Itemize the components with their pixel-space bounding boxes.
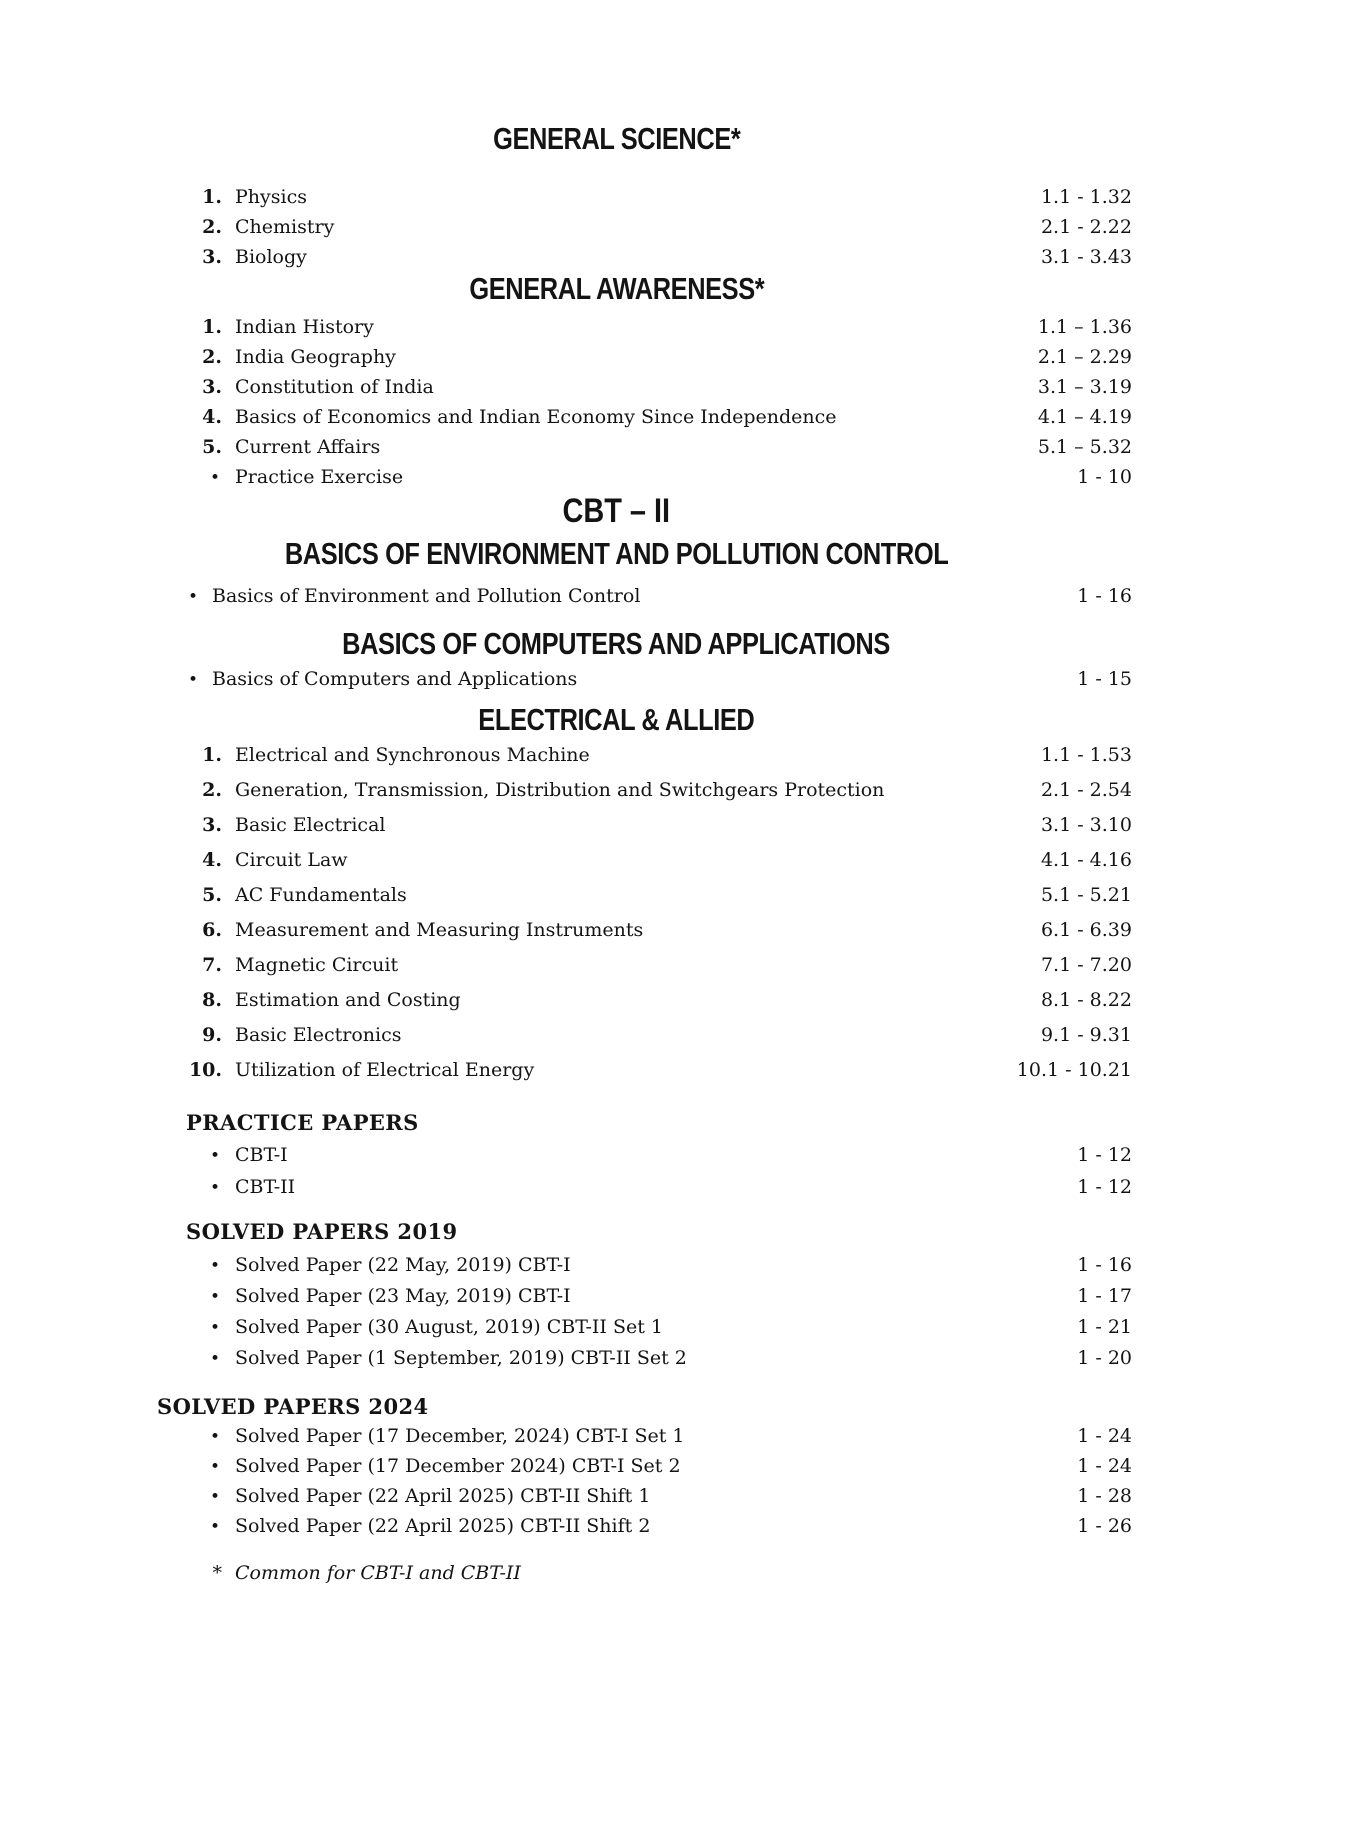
item-pages: 1.1 - 1.53 — [1040, 744, 1132, 766]
item-title: Physics — [235, 186, 307, 208]
toc-item-row — [157, 342, 1132, 372]
item-pages: 1 - 10 — [1077, 466, 1132, 488]
item-title: Basics of Environment and Pollution Control — [212, 585, 641, 607]
toc-item-row — [157, 242, 1132, 272]
toc-item-row — [157, 843, 1132, 878]
bullet-icon: • — [187, 587, 198, 607]
item-title: Solved Paper (22 May, 2019) CBT-I — [235, 1254, 571, 1276]
item-pages: 10.1 - 10.21 — [1016, 1059, 1132, 1081]
toc-item-row — [157, 1172, 1132, 1204]
computers-list — [157, 664, 1132, 695]
item-title: Measurement and Measuring Instruments — [235, 919, 644, 941]
item-title: CBT-I — [235, 1144, 288, 1166]
toc-item-row — [157, 1140, 1132, 1172]
environment-list — [157, 581, 1132, 612]
item-pages: 8.1 - 8.22 — [1040, 989, 1132, 1011]
item-pages: 1 - 16 — [1077, 585, 1132, 607]
item-pages: 1.1 - 1.32 — [1040, 186, 1132, 208]
toc-item-row — [157, 1281, 1132, 1312]
section-heading-general-science: GENERAL SCIENCE* — [492, 121, 741, 156]
item-title: Estimation and Costing — [235, 989, 461, 1011]
item-title: Circuit Law — [235, 849, 348, 871]
toc-item-row — [157, 581, 1132, 612]
subheading-solved-papers-2024: SOLVED PAPERS 2024 — [157, 1394, 429, 1419]
bullet-icon: • — [209, 1318, 220, 1338]
item-title: Solved Paper (1 September, 2019) CBT-II Set 2 — [235, 1347, 687, 1369]
bullet-icon: • — [209, 1457, 220, 1477]
item-pages: 1 - 24 — [1077, 1455, 1132, 1477]
item-number: 10. — [188, 1059, 222, 1081]
toc-item-row — [157, 1018, 1132, 1053]
section-heading-environment: BASICS OF ENVIRONMENT AND POLLUTION CONTROL — [284, 536, 949, 571]
toc-item-row — [157, 212, 1132, 242]
item-number: 1. — [202, 186, 222, 208]
item-title: Solved Paper (17 December 2024) CBT-I Set 2 — [235, 1455, 681, 1477]
toc-item-row — [157, 402, 1132, 432]
bullet-icon: • — [209, 1517, 220, 1537]
item-number: 5. — [202, 436, 222, 458]
item-number: 4. — [202, 406, 222, 428]
toc-item-row — [157, 462, 1132, 493]
item-number: 3. — [202, 246, 222, 268]
toc-item-row — [157, 182, 1132, 212]
item-title: Indian History — [235, 316, 374, 338]
practice-papers-list — [157, 1140, 1132, 1204]
toc-page — [0, 122, 1350, 1847]
item-title: Basic Electrical — [235, 814, 386, 836]
item-pages: 3.1 - 3.10 — [1040, 814, 1132, 836]
item-pages: 1 - 12 — [1077, 1144, 1132, 1166]
item-pages: 1.1 – 1.36 — [1037, 316, 1132, 338]
bullet-icon: • — [209, 1178, 220, 1198]
bullet-icon: • — [209, 468, 220, 488]
bullet-icon: • — [209, 1256, 220, 1276]
item-pages: 1 - 12 — [1077, 1176, 1132, 1198]
toc-item-row — [157, 312, 1132, 342]
item-title: Solved Paper (23 May, 2019) CBT-I — [235, 1285, 571, 1307]
item-pages: 2.1 - 2.22 — [1040, 216, 1132, 238]
item-pages: 4.1 - 4.16 — [1040, 849, 1132, 871]
footnote-text: Common for CBT-I and CBT-II — [235, 1562, 521, 1584]
item-number: 9. — [202, 1024, 222, 1046]
toc-item-row — [157, 372, 1132, 402]
subheading-practice-papers: PRACTICE PAPERS — [186, 1110, 419, 1135]
item-pages: 1 - 16 — [1077, 1254, 1132, 1276]
item-title: Biology — [235, 246, 307, 268]
item-pages: 3.1 – 3.19 — [1037, 376, 1132, 398]
toc-item-row — [157, 913, 1132, 948]
general-awareness-list — [157, 312, 1132, 493]
item-number: 1. — [202, 744, 222, 766]
item-number: 3. — [202, 814, 222, 836]
general-science-list — [157, 182, 1132, 272]
item-pages: 1 - 17 — [1077, 1285, 1132, 1307]
item-pages: 1 - 15 — [1077, 668, 1132, 690]
item-title: CBT-II — [235, 1176, 296, 1198]
item-number: 6. — [202, 919, 222, 941]
item-title: Utilization of Electrical Energy — [235, 1059, 535, 1081]
item-pages: 1 - 28 — [1077, 1485, 1132, 1507]
toc-item-row — [157, 1512, 1132, 1542]
item-title: Solved Paper (30 August, 2019) CBT-II Set 1 — [235, 1316, 663, 1338]
item-title: AC Fundamentals — [235, 884, 407, 906]
solved-papers-2024-list — [157, 1422, 1132, 1542]
item-number: 2. — [202, 779, 222, 801]
bullet-icon: • — [209, 1146, 220, 1166]
item-pages: 1 - 21 — [1077, 1316, 1132, 1338]
item-pages: 1 - 24 — [1077, 1425, 1132, 1447]
section-heading-general-awareness: GENERAL AWARENESS* — [469, 271, 764, 306]
bullet-icon: • — [187, 670, 198, 690]
item-number: 8. — [202, 989, 222, 1011]
bullet-icon: • — [209, 1487, 220, 1507]
toc-item-row — [157, 1312, 1132, 1343]
toc-item-row — [157, 773, 1132, 808]
item-pages: 7.1 - 7.20 — [1040, 954, 1132, 976]
toc-item-row — [157, 664, 1132, 695]
toc-item-row — [157, 1343, 1132, 1374]
toc-item-row — [157, 432, 1132, 462]
item-number: 7. — [202, 954, 222, 976]
item-pages: 5.1 - 5.21 — [1040, 884, 1132, 906]
bullet-icon: • — [209, 1349, 220, 1369]
item-pages: 2.1 – 2.29 — [1037, 346, 1132, 368]
item-pages: 5.1 – 5.32 — [1037, 436, 1132, 458]
item-pages: 1 - 26 — [1077, 1515, 1132, 1537]
bullet-icon: • — [209, 1287, 220, 1307]
toc-item-row — [157, 738, 1132, 773]
toc-item-row — [157, 808, 1132, 843]
item-number: 2. — [202, 346, 222, 368]
item-number: 5. — [202, 884, 222, 906]
section-heading-computers: BASICS OF COMPUTERS AND APPLICATIONS — [342, 626, 891, 661]
toc-item-row — [157, 878, 1132, 913]
item-title: Practice Exercise — [235, 466, 404, 488]
item-title: Chemistry — [235, 216, 335, 238]
toc-item-row — [157, 1422, 1132, 1452]
footnote-asterisk: * — [212, 1562, 222, 1584]
item-title: Basics of Computers and Applications — [212, 668, 578, 690]
item-title: Solved Paper (17 December, 2024) CBT-I Set 1 — [235, 1425, 685, 1447]
item-pages: 4.1 – 4.19 — [1037, 406, 1132, 428]
subheading-solved-papers-2019: SOLVED PAPERS 2019 — [186, 1219, 458, 1244]
toc-item-row — [157, 1482, 1132, 1512]
toc-item-row — [157, 948, 1132, 983]
item-title: Basics of Economics and Indian Economy Since Independence — [235, 406, 837, 428]
toc-item-row — [157, 1053, 1132, 1088]
item-pages: 3.1 - 3.43 — [1040, 246, 1132, 268]
item-title: Basic Electronics — [235, 1024, 402, 1046]
item-title: Solved Paper (22 April 2025) CBT-II Shift 2 — [235, 1515, 651, 1537]
section-heading-cbt2: CBT – II — [562, 492, 671, 530]
item-title: Constitution of India — [235, 376, 434, 398]
bullet-icon: • — [209, 1427, 220, 1447]
item-number: 4. — [202, 849, 222, 871]
item-number: 2. — [202, 216, 222, 238]
item-title: Electrical and Synchronous Machine — [235, 744, 590, 766]
electrical-list — [157, 738, 1132, 1088]
item-number: 3. — [202, 376, 222, 398]
footnote — [157, 1558, 1132, 1588]
toc-item-row — [157, 1250, 1132, 1281]
section-heading-electrical: ELECTRICAL & ALLIED — [478, 702, 755, 737]
toc-item-row — [157, 983, 1132, 1018]
item-pages: 9.1 - 9.31 — [1040, 1024, 1132, 1046]
item-pages: 1 - 20 — [1077, 1347, 1132, 1369]
item-title: Solved Paper (22 April 2025) CBT-II Shift 1 — [235, 1485, 651, 1507]
item-pages: 6.1 - 6.39 — [1040, 919, 1132, 941]
item-number: 1. — [202, 316, 222, 338]
item-pages: 2.1 - 2.54 — [1040, 779, 1132, 801]
item-title: Magnetic Circuit — [235, 954, 399, 976]
item-title: India Geography — [235, 346, 396, 368]
item-title: Generation, Transmission, Distribution and Switchgears Protection — [235, 779, 885, 801]
toc-item-row — [157, 1452, 1132, 1482]
solved-papers-2019-list — [157, 1250, 1132, 1374]
item-title: Current Affairs — [235, 436, 381, 458]
